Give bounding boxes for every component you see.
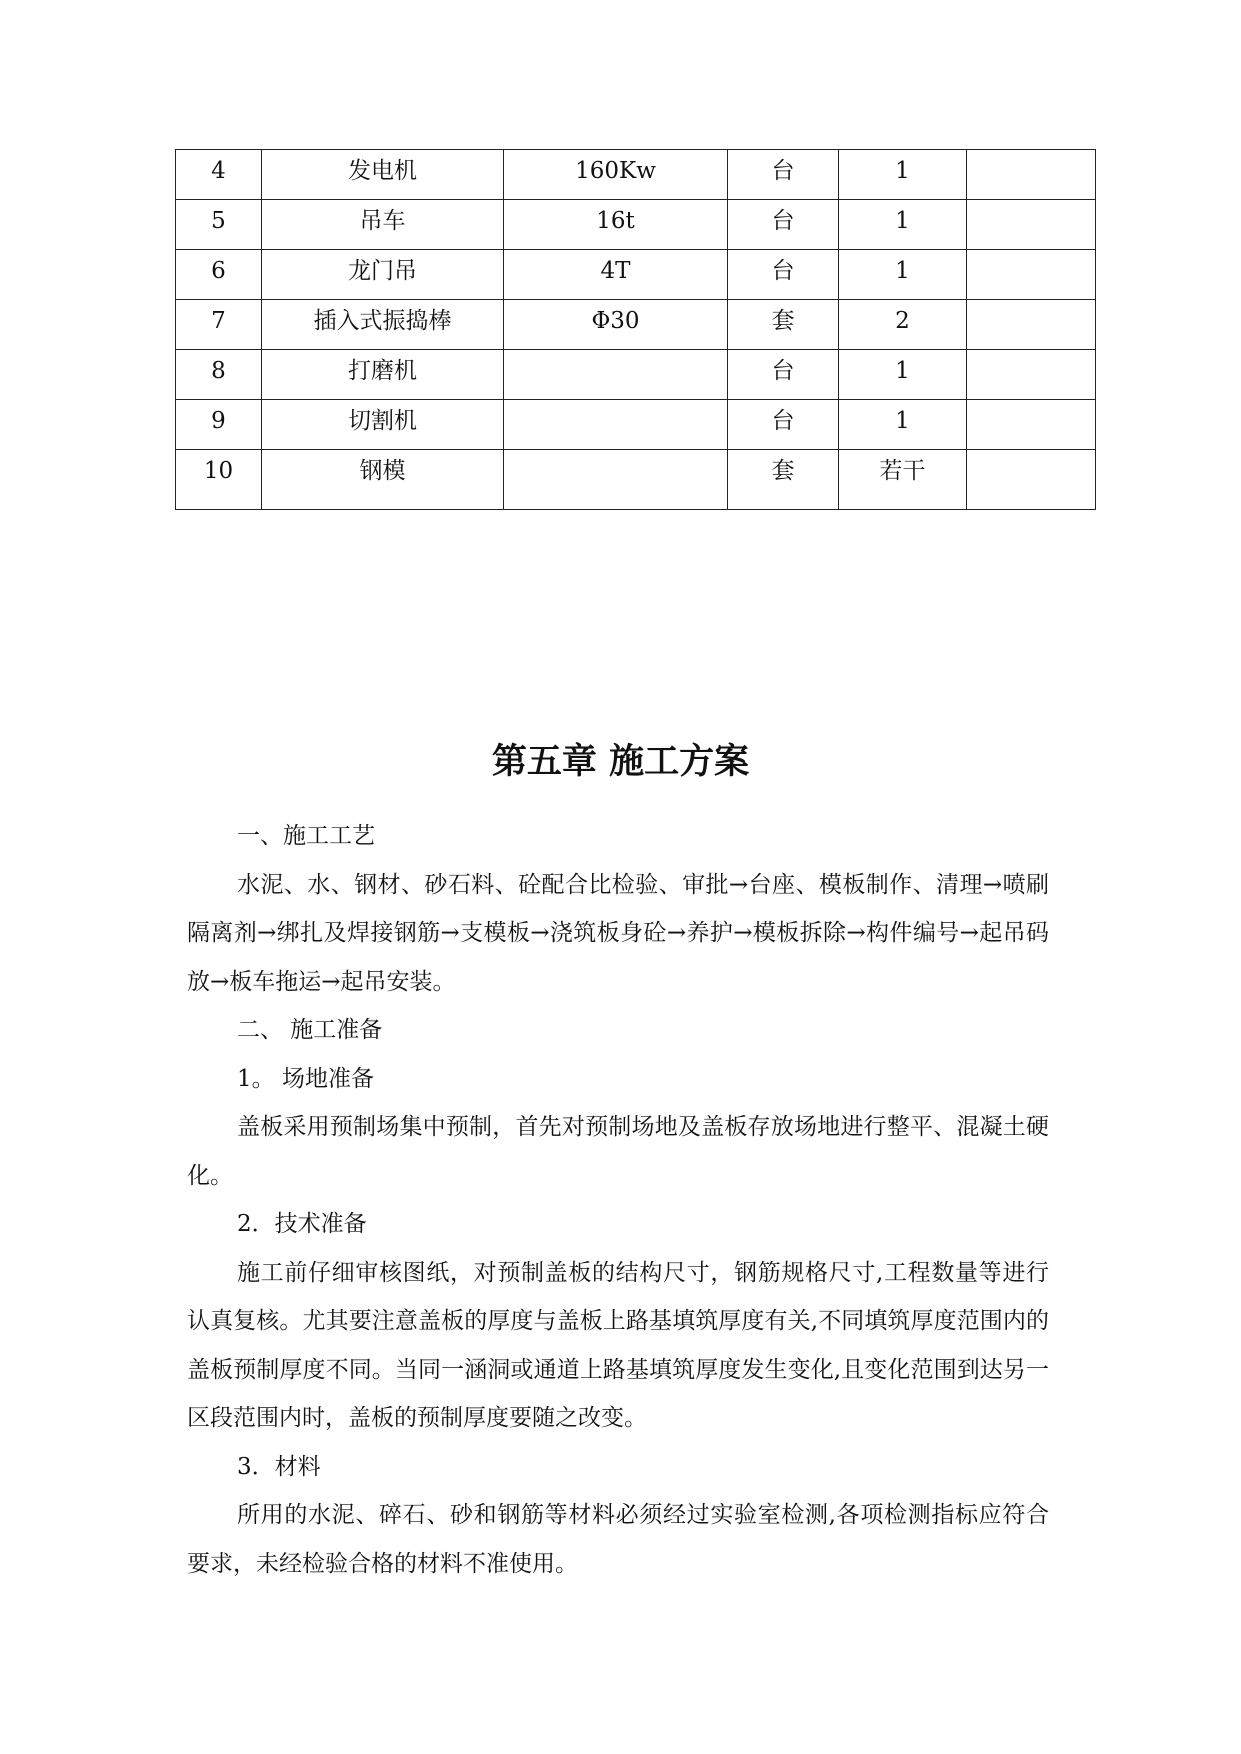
table-row xyxy=(176,150,1096,200)
cell-qty: 若干 xyxy=(839,450,967,510)
chapter-content xyxy=(187,812,1049,1588)
cell-no: 9 xyxy=(176,400,262,450)
cell-qty: 1 xyxy=(839,400,967,450)
cell-name: 打磨机 xyxy=(262,350,504,400)
cell-qty: 1 xyxy=(839,200,967,250)
cell-no: 10 xyxy=(176,450,262,510)
cell-unit: 台 xyxy=(728,250,839,300)
cell-qty: 1 xyxy=(839,250,967,300)
cell-name: 龙门吊 xyxy=(262,250,504,300)
table-row xyxy=(176,450,1096,510)
cell-no: 5 xyxy=(176,200,262,250)
cell-unit: 台 xyxy=(728,400,839,450)
section-paragraph: 水泥、水、钢材、砂石料、砼配合比检验、审批→台座、模板制作、清理→喷刷隔离剂→绑扎及焊接钢筋→支模板→浇筑板身砼→养护→模板拆除→构件编号→起吊码放→板车拖运→起吊安装。 xyxy=(187,871,1049,995)
cell-qty: 1 xyxy=(839,150,967,200)
cell-spec: 16t xyxy=(504,200,728,250)
cell-note xyxy=(967,200,1096,250)
table-row xyxy=(176,400,1096,450)
cell-unit: 套 xyxy=(728,300,839,350)
section-paragraph: 施工前仔细审核图纸，对预制盖板的结构尺寸，钢筋规格尺寸,工程数量等进行认真复核。尤其要注意盖板的厚度与盖板上路基填筑厚度有关,不同填筑厚度范围内的盖板预制厚度不同。当同一涵洞或通道上路基填筑厚度发生变化,且变化范围到达另一区段范围内时，盖板的预制厚度要随之改变。 xyxy=(187,1259,1049,1431)
cell-unit: 台 xyxy=(728,350,839,400)
cell-qty: 2 xyxy=(839,300,967,350)
section-heading: 二、 施工准备 xyxy=(237,1017,383,1043)
table-row xyxy=(176,200,1096,250)
cell-spec: 160Kw xyxy=(504,150,728,200)
cell-spec: 4T xyxy=(504,250,728,300)
table-row xyxy=(176,350,1096,400)
cell-name: 切割机 xyxy=(262,400,504,450)
section-paragraph: 盖板采用预制场集中预制，首先对预制场地及盖板存放场地进行整平、混凝土硬化。 xyxy=(187,1114,1049,1189)
cell-no: 6 xyxy=(176,250,262,300)
cell-note xyxy=(967,150,1096,200)
cell-qty: 1 xyxy=(839,350,967,400)
chapter-title: 第五章 施工方案 xyxy=(491,742,750,782)
cell-note xyxy=(967,450,1096,510)
cell-note xyxy=(967,250,1096,300)
cell-unit: 台 xyxy=(728,150,839,200)
cell-spec xyxy=(504,400,728,450)
cell-note xyxy=(967,400,1096,450)
equipment-table xyxy=(175,149,1096,510)
cell-note xyxy=(967,350,1096,400)
cell-unit: 套 xyxy=(728,450,839,510)
subsection-heading: 2．技术准备 xyxy=(237,1211,367,1237)
table-row xyxy=(176,250,1096,300)
section-paragraph: 所用的水泥、碎石、砂和钢筋等材料必须经过实验室检测,各项检测指标应符合要求，未经检验合格的材料不准使用。 xyxy=(187,1502,1049,1577)
section-heading: 一、施工工艺 xyxy=(237,823,375,849)
table-row xyxy=(176,300,1096,350)
cell-no: 4 xyxy=(176,150,262,200)
cell-no: 8 xyxy=(176,350,262,400)
subsection-heading: 1。 场地准备 xyxy=(237,1065,374,1092)
cell-note xyxy=(967,300,1096,350)
cell-no: 7 xyxy=(176,300,262,350)
cell-spec xyxy=(504,350,728,400)
cell-name: 插入式振捣棒 xyxy=(262,300,504,350)
cell-spec xyxy=(504,450,728,510)
cell-unit: 台 xyxy=(728,200,839,250)
cell-name: 吊车 xyxy=(262,200,504,250)
cell-name: 钢模 xyxy=(262,450,504,510)
cell-spec: Φ30 xyxy=(504,300,728,350)
cell-name: 发电机 xyxy=(262,150,504,200)
subsection-heading: 3．材料 xyxy=(237,1453,321,1480)
